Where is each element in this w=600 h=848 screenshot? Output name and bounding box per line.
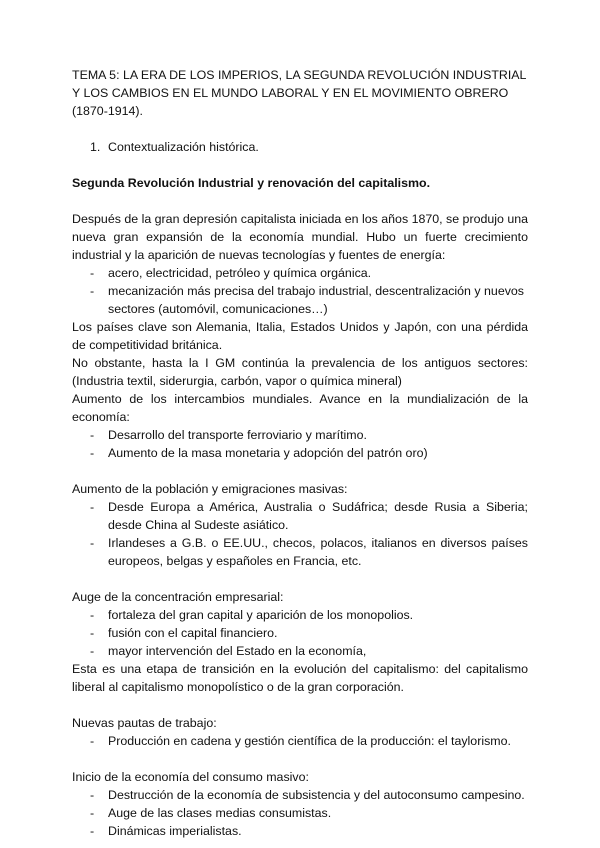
population-paragraph: Aumento de la población y emigraciones masivas:	[72, 482, 348, 496]
list-item-text: Desde Europa a América, Australia o Sudáfrica; desde Rusia a Siberia; desde China al Sudeste asiático.	[108, 500, 528, 532]
section-list	[72, 138, 528, 156]
list-item	[72, 786, 528, 804]
nonetheless-paragraph: No obstante, hasta la I GM continúa la prevalencia de los antiguos sectores: (Industria textil, siderurgia, carbón, vapor o química mineral)	[72, 356, 528, 388]
trade-list	[72, 426, 528, 462]
population-list	[72, 498, 528, 570]
section-label: Contextualización histórica.	[108, 140, 259, 154]
list-item-text: Aumento de la masa monetaria y adopción del patrón oro)	[108, 446, 428, 460]
title-line-2: Y LOS CAMBIOS EN EL MUNDO LABORAL Y EN EL MOVIMIENTO OBRERO	[72, 86, 509, 100]
spacer	[72, 120, 528, 138]
consumption-paragraph: Inicio de la economía del consumo masivo:	[72, 770, 309, 784]
section-heading: Segunda Revolución Industrial y renovación del capitalismo.	[72, 176, 431, 190]
section-number: 1.	[90, 140, 101, 154]
concentration-list	[72, 606, 528, 660]
dash-marker: -	[90, 446, 95, 460]
transition-paragraph: Esta es una etapa de transición en la evolución del capitalismo: del capitalismo liberal al capitalismo monopolístico o de la gran corporación.	[72, 662, 528, 694]
list-item	[72, 444, 528, 462]
dash-marker: -	[90, 806, 95, 820]
dash-marker: -	[90, 284, 95, 298]
dash-marker: -	[90, 626, 95, 640]
list-item	[72, 498, 528, 534]
countries-paragraph: Los países clave son Alemania, Italia, Estados Unidos y Japón, con una pérdida de competitividad británica.	[72, 320, 528, 352]
list-item	[72, 606, 528, 624]
trade-paragraph: Aumento de los intercambios mundiales. Avance en la mundialización de la economía:	[72, 392, 528, 424]
list-item	[72, 642, 528, 660]
list-item-text: Desarrollo del transporte ferroviario y marítimo.	[108, 428, 367, 442]
spacer	[72, 570, 528, 588]
title-line-3: (1870-1914).	[72, 104, 143, 118]
list-item	[72, 822, 528, 840]
work-paragraph: Nuevas pautas de trabajo:	[72, 716, 217, 730]
list-item-text: acero, electricidad, petróleo y química orgánica.	[108, 266, 372, 280]
spacer	[72, 192, 528, 210]
dash-marker: -	[90, 428, 95, 442]
dash-marker: -	[90, 536, 95, 550]
document-title	[72, 66, 528, 120]
spacer	[72, 156, 528, 174]
list-item-text: Irlandeses a G.B. o EE.UU., checos, polacos, italianos en diversos países europeos, belgas y españoles en Francia, etc.	[108, 536, 528, 568]
list-item-text: mecanización más precisa del trabajo industrial, descentralización y nuevos sectores (automóvil, comunicaciones…)	[108, 284, 524, 316]
intro-paragraph: Después de la gran depresión capitalista iniciada en los años 1870, se produjo una nueva gran expansión de la economía mundial. Hubo un fuerte crecimiento industrial y la aparición de nuevas tecnologías y fuentes de energía:	[72, 212, 529, 262]
work-list	[72, 732, 528, 750]
energy-list	[72, 264, 528, 318]
dash-marker: -	[90, 734, 95, 748]
document-body	[72, 66, 528, 840]
spacer	[72, 696, 528, 714]
list-item-text: fusión con el capital financiero.	[108, 626, 278, 640]
list-item	[72, 534, 528, 570]
title-line-1: TEMA 5: LA ERA DE LOS IMPERIOS, LA SEGUNDA REVOLUCIÓN INDUSTRIAL	[72, 68, 527, 82]
list-item-text: Destrucción de la economía de subsistencia y del autoconsumo campesino.	[108, 788, 525, 802]
dash-marker: -	[90, 644, 95, 658]
consumption-list	[72, 786, 528, 840]
list-item	[72, 264, 528, 282]
dash-marker: -	[90, 788, 95, 802]
list-item-text: mayor intervención del Estado en la economía,	[108, 644, 367, 658]
list-item	[72, 282, 528, 318]
spacer	[72, 750, 528, 768]
list-item-text: Producción en cadena y gestión científica de la producción: el taylorismo.	[108, 734, 511, 748]
spacer	[72, 462, 528, 480]
dash-marker: -	[90, 608, 95, 622]
list-item	[72, 426, 528, 444]
list-item-text: Dinámicas imperialistas.	[108, 824, 242, 838]
dash-marker: -	[90, 266, 95, 280]
list-item-text: Auge de las clases medias consumistas.	[108, 806, 332, 820]
list-item	[72, 804, 528, 822]
list-item-text: fortaleza del gran capital y aparición de los monopolios.	[108, 608, 414, 622]
dash-marker: -	[90, 824, 95, 838]
list-item	[72, 624, 528, 642]
section-item-1	[72, 138, 528, 156]
concentration-paragraph: Auge de la concentración empresarial:	[72, 590, 284, 604]
list-item	[72, 732, 528, 750]
dash-marker: -	[90, 500, 95, 514]
